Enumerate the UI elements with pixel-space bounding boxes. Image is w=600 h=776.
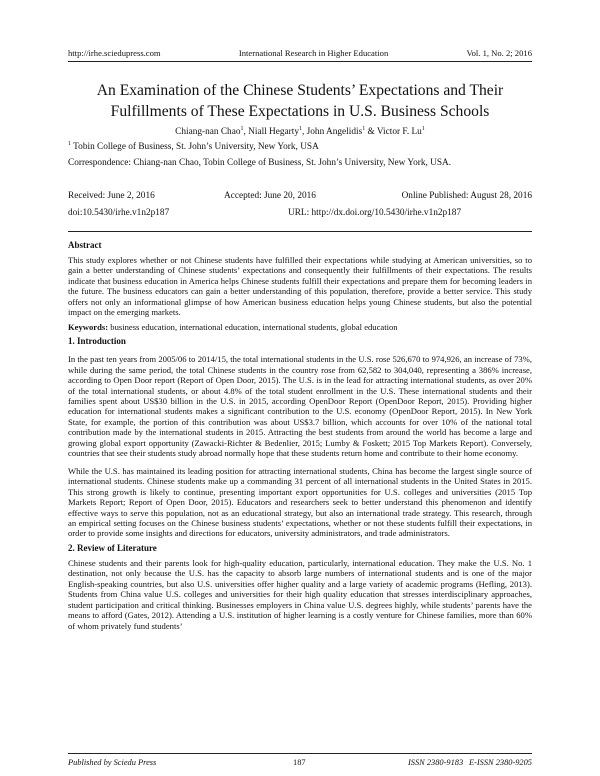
author-affil-mark: 1 [299, 125, 302, 132]
journal-url[interactable]: http://irhe.sciedupress.com [68, 48, 161, 58]
article-body [68, 240, 532, 631]
affiliation-text: Tobin College of Business, St. John’s University, New York, USA [73, 142, 319, 152]
correspondence: Correspondence: Chiang-nan Chao, Tobin College of Business, St. John’s University, New York, USA. [68, 158, 452, 168]
section-2-paragraph-1: Chinese students and their parents look for high-quality education, particularly, international education. They make the U.S. No. 1 destination, not only because the U.S. has the capacity to absorb large numbers of international students and is one of the major English-speaking countries, but also U.S. universities offer higher quality and a large variety of academic programs (Hefling, 2013). Students from China value U.S. colleges and universities for their high quality education that stresses interdisciplinary approaches, student participation and critical thinking. Businesses employers in China value U.S. degrees highly, while students’ parents have the means to afford (Gates, 2012). Attending a U.S. institution of higher learning is a costly venture for Chinese families, more than 60% of whom privately fund students’ [68, 557, 532, 631]
header-rule [68, 61, 532, 62]
author-name: Chiang-nan Chao [175, 127, 241, 137]
article-url[interactable]: URL: http://dx.doi.org/10.5430/irhe.v1n2p187 [288, 208, 462, 218]
paper-title [68, 80, 532, 122]
running-header [68, 44, 532, 58]
accepted-date: Accepted: June 20, 2016 [224, 191, 316, 201]
page-number: 187 [293, 758, 306, 767]
abstract-text: This study explores whether or not Chinese students have fulfilled their expectations while studying at American universities, so to gain a better understanding of Chinese students’ expectations and consequently their fulfillments of their expectations. The results indicate that business education in America helps Chinese students fulfill their expectations and prepare them for becoming leaders in the future. The business educators can gain a better understanding of this population, therefore, provide a better service. This study offers not only an informational glimpse of how American business education helps young Chinese students, but also the potential impact on the emerging markets. [68, 255, 532, 318]
keywords [68, 322, 532, 332]
author-affil-mark: 1 [421, 125, 425, 132]
eissn: E-ISSN 2380-9205 [468, 758, 532, 767]
title-line-1: An Examination of the Chinese Students’ Expectations and Their [96, 82, 504, 99]
front-matter-rule [68, 231, 532, 232]
section-2-heading: 2. Review of Literature [68, 542, 157, 553]
affiliation [68, 142, 532, 152]
issn: ISSN 2380-9183 [408, 758, 464, 767]
author-name: Victor F. Lu [376, 127, 422, 137]
doi[interactable]: doi:10.5430/irhe.v1n2p187 [68, 208, 170, 218]
section-1-paragraph-2: While the U.S. has maintained its leading position for attracting international students, China has become the largest single source of international students. Chinese students make up a commanding 31 percent of all international students in the United States in 2015. This strong growth is likely to continue, presenting important export opportunities for U.S. colleges and universities (2015 Top Markets Report; Report of Open Door, 2015). Educators and researchers seek to better understand this phenomenon and identify effective ways to serve this population, not as an educational strategy, but also an international trade strategy. This research, through an empirical setting focuses on the Chinese business students’ expectations, whether or not these students fulfill their expectations, in order to provide some insights and directions for educators, university administrators, and trade administrators. [68, 465, 532, 539]
author-affil-mark: 1 [240, 125, 244, 132]
title-line-2: Fulfillments of These Expectations in U.S. Business Schools [110, 103, 490, 120]
footer-rule [68, 753, 532, 754]
author-affil-mark: 1 [362, 125, 366, 132]
author-name: John Angelidis [306, 127, 363, 137]
keywords-label: Keywords: [68, 321, 109, 332]
abstract-heading: Abstract [68, 240, 102, 250]
section-1-heading: 1. Introduction [68, 336, 126, 347]
volume-info: Vol. 1, No. 2; 2016 [466, 48, 532, 58]
publisher: Published by Sciedu Press [68, 758, 157, 767]
keywords-text: business education, international education, international students, global education [110, 321, 398, 332]
journal-name: International Research in Higher Education [238, 48, 389, 58]
author-list: Chiang-nan Chao$^1$, Niall Hegarty$^1$, John Angelidis$^1$ & Victor F. Lu$^1$ [175, 125, 425, 137]
published-date: Online Published: August 28, 2016 [401, 191, 532, 201]
affiliation-mark: 1 [68, 140, 71, 147]
author-name: Niall Hegarty [248, 127, 299, 137]
received-date: Received: June 2, 2016 [68, 191, 155, 201]
section-1-paragraph-1: In the past ten years from 2005/06 to 2014/15, the total international students in the U.S. rose 526,670 to 974,926, an increase of 73%, while during the same period, the total Chinese students in the country rose from 62,582 to 304,040, representing a 386% increase, according to Open Door report (Report of Open Door, 2015). The U.S. is in the lead for attracting international students, as over 20% of the total international students, or about 4.8% of the total student enrollment in the U.S. These international students and their families spent about US$30 billion in the U.S. in 2015, according OpenDoor Report (OpenDoor Report, 2015). Providing higher education for international students makes a significant contribution to the U.S. economy (OpenDoor Report, 2015). In New York State, for example, the portion of this contribution was about US$3.7 billion, which accounts for over 10% of the national total contribution made by the international students in 2015. Attracting the best students from around the world has become a large and growing global export opportunity (Zawacki-Richter & Bedenlier, 2015; Lumby & Foskett; 2015 Top Markets Report). Conversely, countries that see their students study abroad normally hope that these students return home and contribute to their home economy. [68, 354, 532, 459]
